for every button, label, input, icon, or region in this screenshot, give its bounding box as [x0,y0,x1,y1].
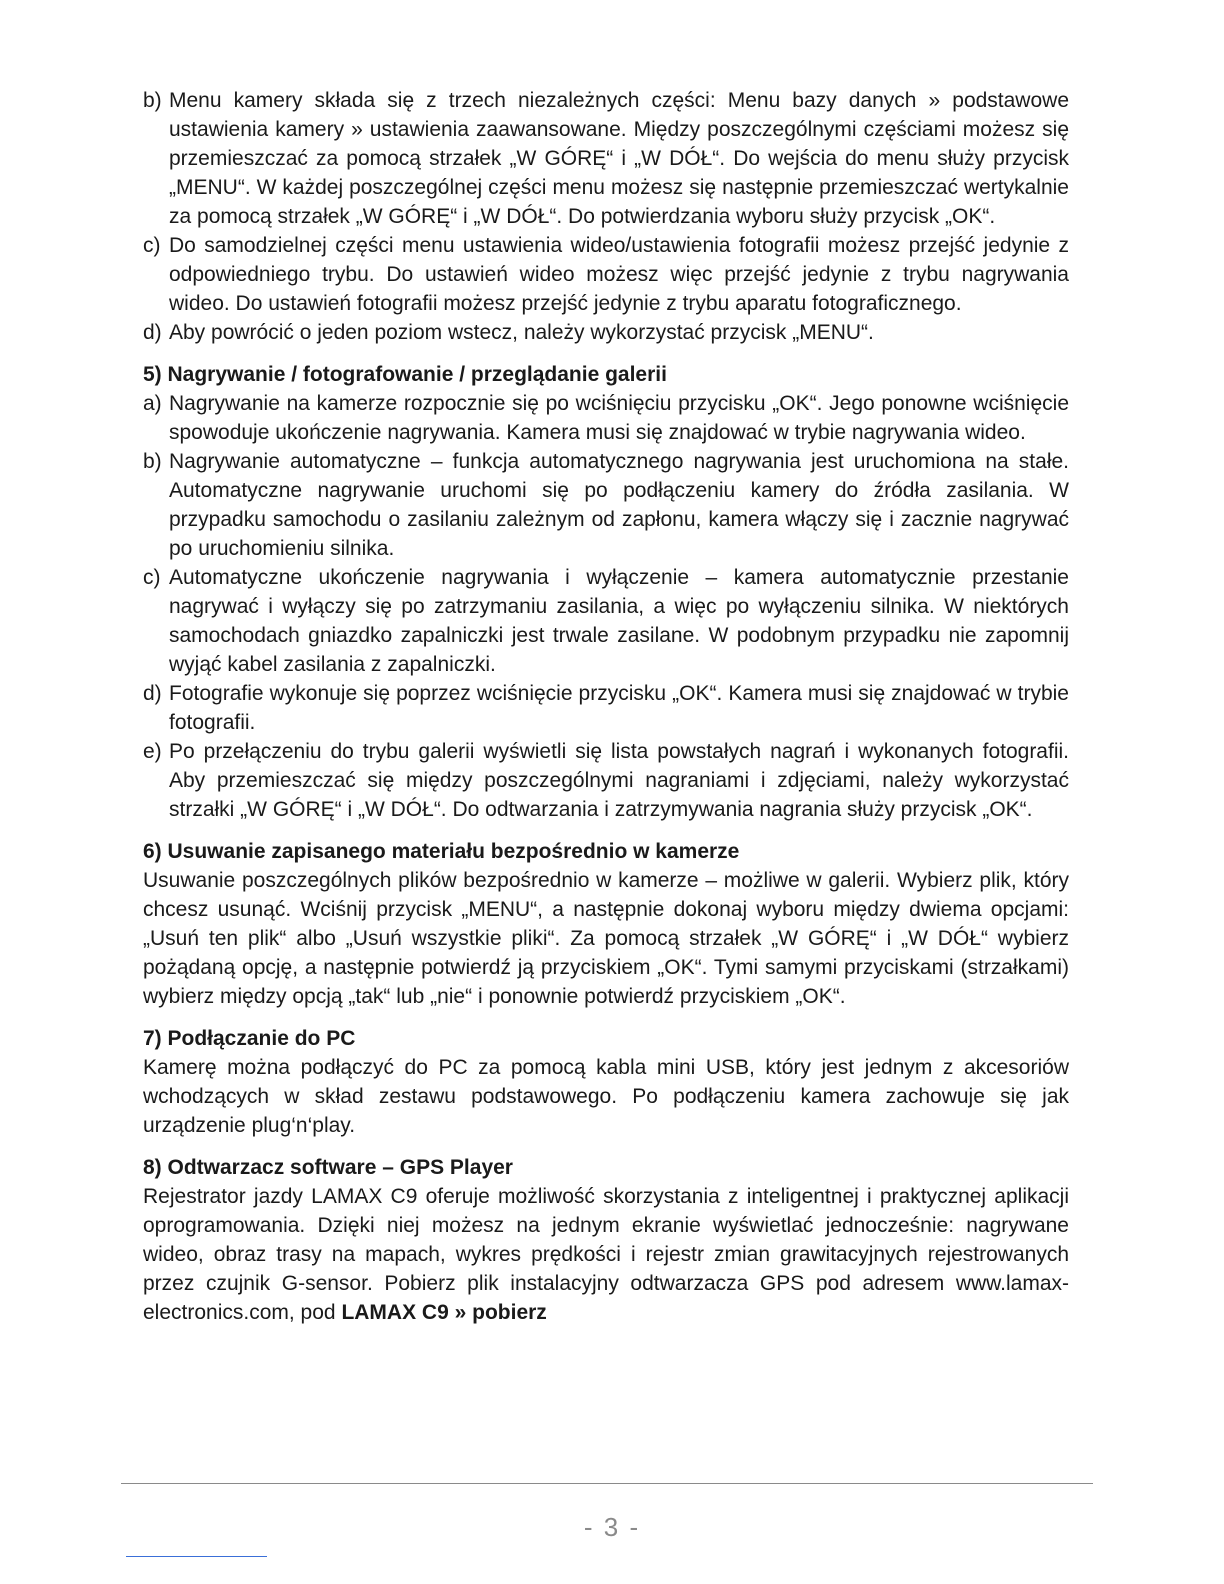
list-item-text: Menu kamery składa się z trzech niezależnych części: Menu bazy danych » podstawowe ustawienia kamery » ustawienia zaawansowane. Między poszczególnymi częściami możesz się przemieszczać za pomocą strzałek „W GÓRĘ“ i „W DÓŁ“. Do wejścia do menu służy przycisk „MENU“. W każdej poszczególnej części menu możesz się następnie przemieszczać wertykalnie za pomocą strzałek „W GÓRĘ“ i „W DÓŁ“. Do potwierdzania wyboru służy przycisk „OK“. [169,89,1069,228]
list-item [143,389,1069,447]
list-item [143,563,1069,679]
list-marker: c) [143,566,161,589]
list-marker: b) [143,450,162,473]
list-marker: c) [143,234,161,257]
list-marker: b) [143,89,162,112]
list-item-text: Aby powrócić o jeden poziom wstecz, należy wykorzystać przycisk „MENU“. [169,321,874,344]
list-item-text: Do samodzielnej części menu ustawienia wideo/ustawienia fotografii możesz przejść jedynie z odpowiedniego trybu. Do ustawień wideo możesz więc przejść jedynie z trybu nagrywania wideo. Do ustawień fotografii możesz przejść jedynie z trybu aparatu fotograficznego. [169,234,1069,315]
paragraph-pc-connection: Kamerę można podłączyć do PC za pomocą kabla mini USB, który jest jednym z akcesoriów wchodzących w skład zestawu podstawowego. Po podłączeniu kamera zachowuje się jak urządzenie plug‘n‘play. [143,1056,1069,1137]
list-item-text: Fotografie wykonuje się poprzez wciśnięcie przycisku „OK“. Kamera musi się znajdować w trybie fotografii. [169,682,1069,734]
list-marker: d) [143,682,162,705]
list-marker: a) [143,392,162,415]
list-item [143,679,1069,737]
list-item [143,318,1069,347]
list-item [143,737,1069,824]
list-marker: d) [143,321,162,344]
page-content [143,86,1069,1327]
page-number: - 3 - [583,1512,641,1542]
list-item-text: Po przełączeniu do trybu galerii wyświetli się lista powstałych nagrań i wykonanych fotografii. Aby przemieszczać się między poszczególnymi nagraniami i zdjęciami, należy wykorzystać strzałki „W GÓRĘ“ i „W DÓŁ“. Do odtwarzania i zatrzymywania nagrania służy przycisk „OK“. [169,740,1069,821]
list-item-text: Nagrywanie automatyczne – funkcja automatycznego nagrywania jest uruchomiona na stałe. Automatyczne nagrywanie uruchomi się po podłączeniu kamery do źródła zasilania. W przypadku samochodu o zasilaniu zależnym od zapłonu, kamera włączy się i zacznie nagrywać po uruchomieniu silnika. [169,450,1069,560]
list-item-text: Nagrywanie na kamerze rozpocznie się po wciśnięciu przycisku „OK“. Jego ponowne wciśnięcie spowoduje ukończenie nagrywania. Kamera musi się znajdować w trybie nagrywania wideo. [169,392,1069,444]
download-path: LAMAX C9 » pobierz [341,1301,547,1324]
list-item-text: Automatyczne ukończenie nagrywania i wyłączenie – kamera automatycznie przestanie nagrywać i wyłączy się po zatrzymaniu zasilania, a więc po wyłączeniu silnika. W niektórych samochodach gniazdko zapalniczki jest trwale zasilane. W podobnym przypadku nie zapomnij wyjąć kabel zasilania z zapalniczki. [169,566,1069,676]
corner-line [126,1556,267,1557]
paragraph-gps-player [143,1182,1069,1327]
list-item [143,231,1069,318]
section-heading-deleting: 6) Usuwanie zapisanego materiału bezpośrednio w kamerze [143,840,740,863]
footer-divider [121,1483,1093,1484]
section-heading-gps-player: 8) Odtwarzacz software – GPS Player [143,1156,513,1179]
section-heading-pc-connection: 7) Podłączanie do PC [143,1027,356,1050]
paragraph-deleting: Usuwanie poszczególnych plików bezpośrednio w kamerze – możliwe w galerii. Wybierz plik, który chcesz usunąć. Wciśnij przycisk „MENU“, a następnie dokonaj wyboru między dwiema opcjami: „Usuń ten plik“ albo „Usuń wszystkie pliki“. Za pomocą strzałek „W GÓRĘ“ i „W DÓŁ“ wybierz pożądaną opcję, a następnie potwierdź ją przyciskiem „OK“. Tymi samymi przyciskami (strzałkami) wybierz między opcją „tak“ lub „nie“ i ponownie potwierdź przyciskiem „OK“. [143,869,1069,1008]
gps-player-text: Rejestrator jazdy LAMAX C9 oferuje możliwość skorzystania z inteligentnej i praktycznej aplikacji oprogramowania. Dzięki niej możesz na jednym ekranie wyświetlać jednocześnie: nagrywane wideo, obraz trasy na mapach, wykres prędkości i rejestr zmian grawitacyjnych rejestrowanych przez czujnik G-sensor. Pobierz plik instalacyjny odtwarzacza GPS pod adresem www.lamax-electronics.com, pod [143,1185,1069,1324]
list-marker: e) [143,740,162,763]
list-item [143,86,1069,231]
list-item [143,447,1069,563]
section-heading-recording: 5) Nagrywanie / fotografowanie / przeglądanie galerii [143,363,667,386]
